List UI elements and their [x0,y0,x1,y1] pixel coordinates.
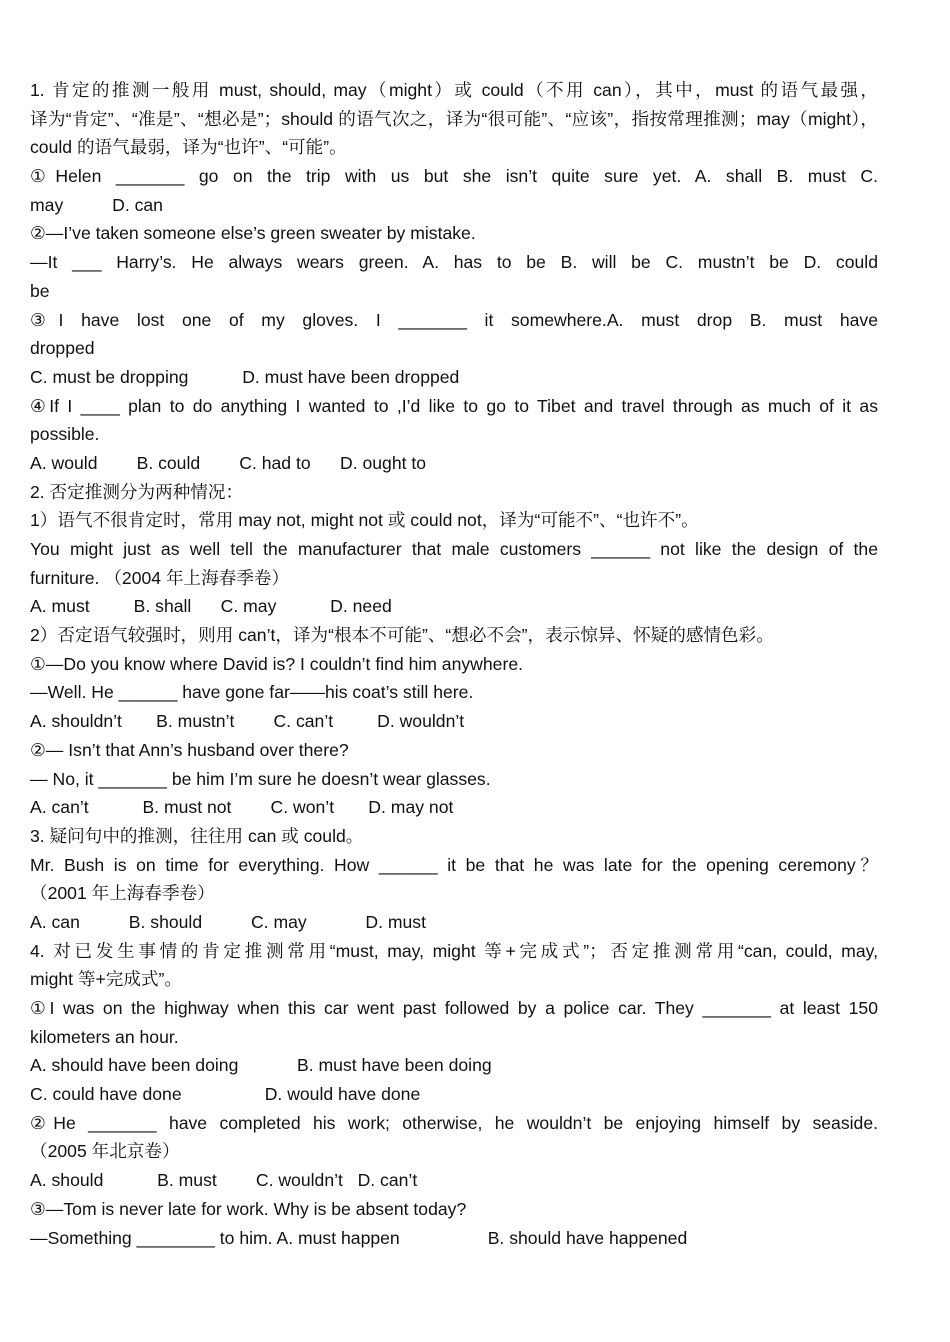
text-line-13: possible. [30,424,100,445]
text-line-28: Mr. Bush is on time for everything. How ______ it be that he was late for the opening ceremony？ [30,854,878,875]
text-line-34: kilometers an hour. [30,1026,179,1047]
text-line-41: —Something ________ to him. A. must happen B. should have happened [30,1227,688,1248]
text-line-33: ①I was on the highway when this car went past followed by a police car. They _______ at least 150 [30,998,878,1018]
text-line-3: could 的语气最弱，译为“也许”、“可能”。 [30,137,347,158]
document-page [30,76,878,1252]
text-line-35: A. should have been doing B. must have been doing [30,1055,492,1076]
text-line-21: ①—Do you know where David is? I couldn’t find him anywhere. [30,653,523,674]
text-line-31: 4. 对已发生事情的肯定推测常用“must, may, might 等+完成式”；否定推测常用“can, could, may, [30,940,878,961]
text-line-11: C. must be dropping D. must have been dropped [30,366,460,387]
text-line-19: A. must B. shall C. may D. need [30,596,392,617]
text-line-23: A. shouldn’t B. mustn’t C. can’t D. wouldn’t [30,711,465,732]
text-line-17: You might just as well tell the manufacturer that male customers ______ not like the design of the [30,539,878,559]
text-line-1: 1. 肯定的推测一般用 must, should, may（might）或 could（不用 can），其中，must 的语气最强， [30,80,878,100]
text-line-37: ②He _______ have completed his work; otherwise, he wouldn’t be enjoying himself by seaside. [30,1112,878,1133]
text-line-32: might 等+完成式”。 [30,969,183,990]
text-line-36: C. could have done D. would have done [30,1084,421,1105]
text-line-25: — No, it _______ be him I’m sure he doesn’t wear glasses. [30,768,491,789]
text-line-14: A. would B. could C. had to D. ought to [30,452,427,473]
text-line-2: 译为“肯定”、“准是”、“想必是”；should 的语气次之，译为“很可能”、“应该”，指按常理推测；may（might）， [30,108,878,129]
text-line-18: furniture. （2004 年上海春季卷） [30,567,290,588]
text-line-20: 2）否定语气较强时，则用 can’t，译为“根本不可能”、“想必不会”，表示惊异、怀疑的感情色彩。 [30,625,774,646]
text-line-27: 3. 疑问句中的推测，往往用 can 或 could。 [30,825,364,846]
text-line-40: ③—Tom is never late for work. Why is be absent today? [30,1198,467,1219]
text-line-30: A. can B. should C. may D. must [30,911,426,932]
text-line-24: ②— Isn’t that Ann’s husband over there? [30,739,349,760]
text-line-12: ④If I ____ plan to do anything I wanted to ,I’d like to go to Tibet and travel through as much of it as [30,395,878,416]
text-line-29: （2001 年上海春季卷） [30,883,215,904]
text-line-26: A. can’t B. must not C. won’t D. may not [30,797,454,818]
text-line-9: ③I have lost one of my gloves. I _______ it somewhere.A. must drop B. must have [30,309,878,330]
text-line-7: —It ___ Harry’s. He always wears green. A. has to be B. will be C. mustn’t be D. could [30,252,878,273]
text-line-8: be [30,280,50,301]
text-line-6: ②—I’ve taken someone else’s green sweater by mistake. [30,223,476,244]
text-line-39: A. should B. must C. wouldn’t D. can’t [30,1170,418,1191]
text-line-15: 2. 否定推测分为两种情况： [30,481,244,502]
text-line-10: dropped [30,338,95,359]
text-line-22: —Well. He ______ have gone far——his coat’s still here. [30,682,474,703]
text-line-16: 1）语气不很肯定时，常用 may not, might not 或 could not，译为“可能不”、“也许不”。 [30,510,699,531]
text-line-5: may D. can [30,194,163,215]
text-line-38: （2005 年北京卷） [30,1141,180,1162]
text-line-4: ①Helen _______ go on the trip with us but she isn’t quite sure yet. A. shall B. must C. [30,166,878,187]
